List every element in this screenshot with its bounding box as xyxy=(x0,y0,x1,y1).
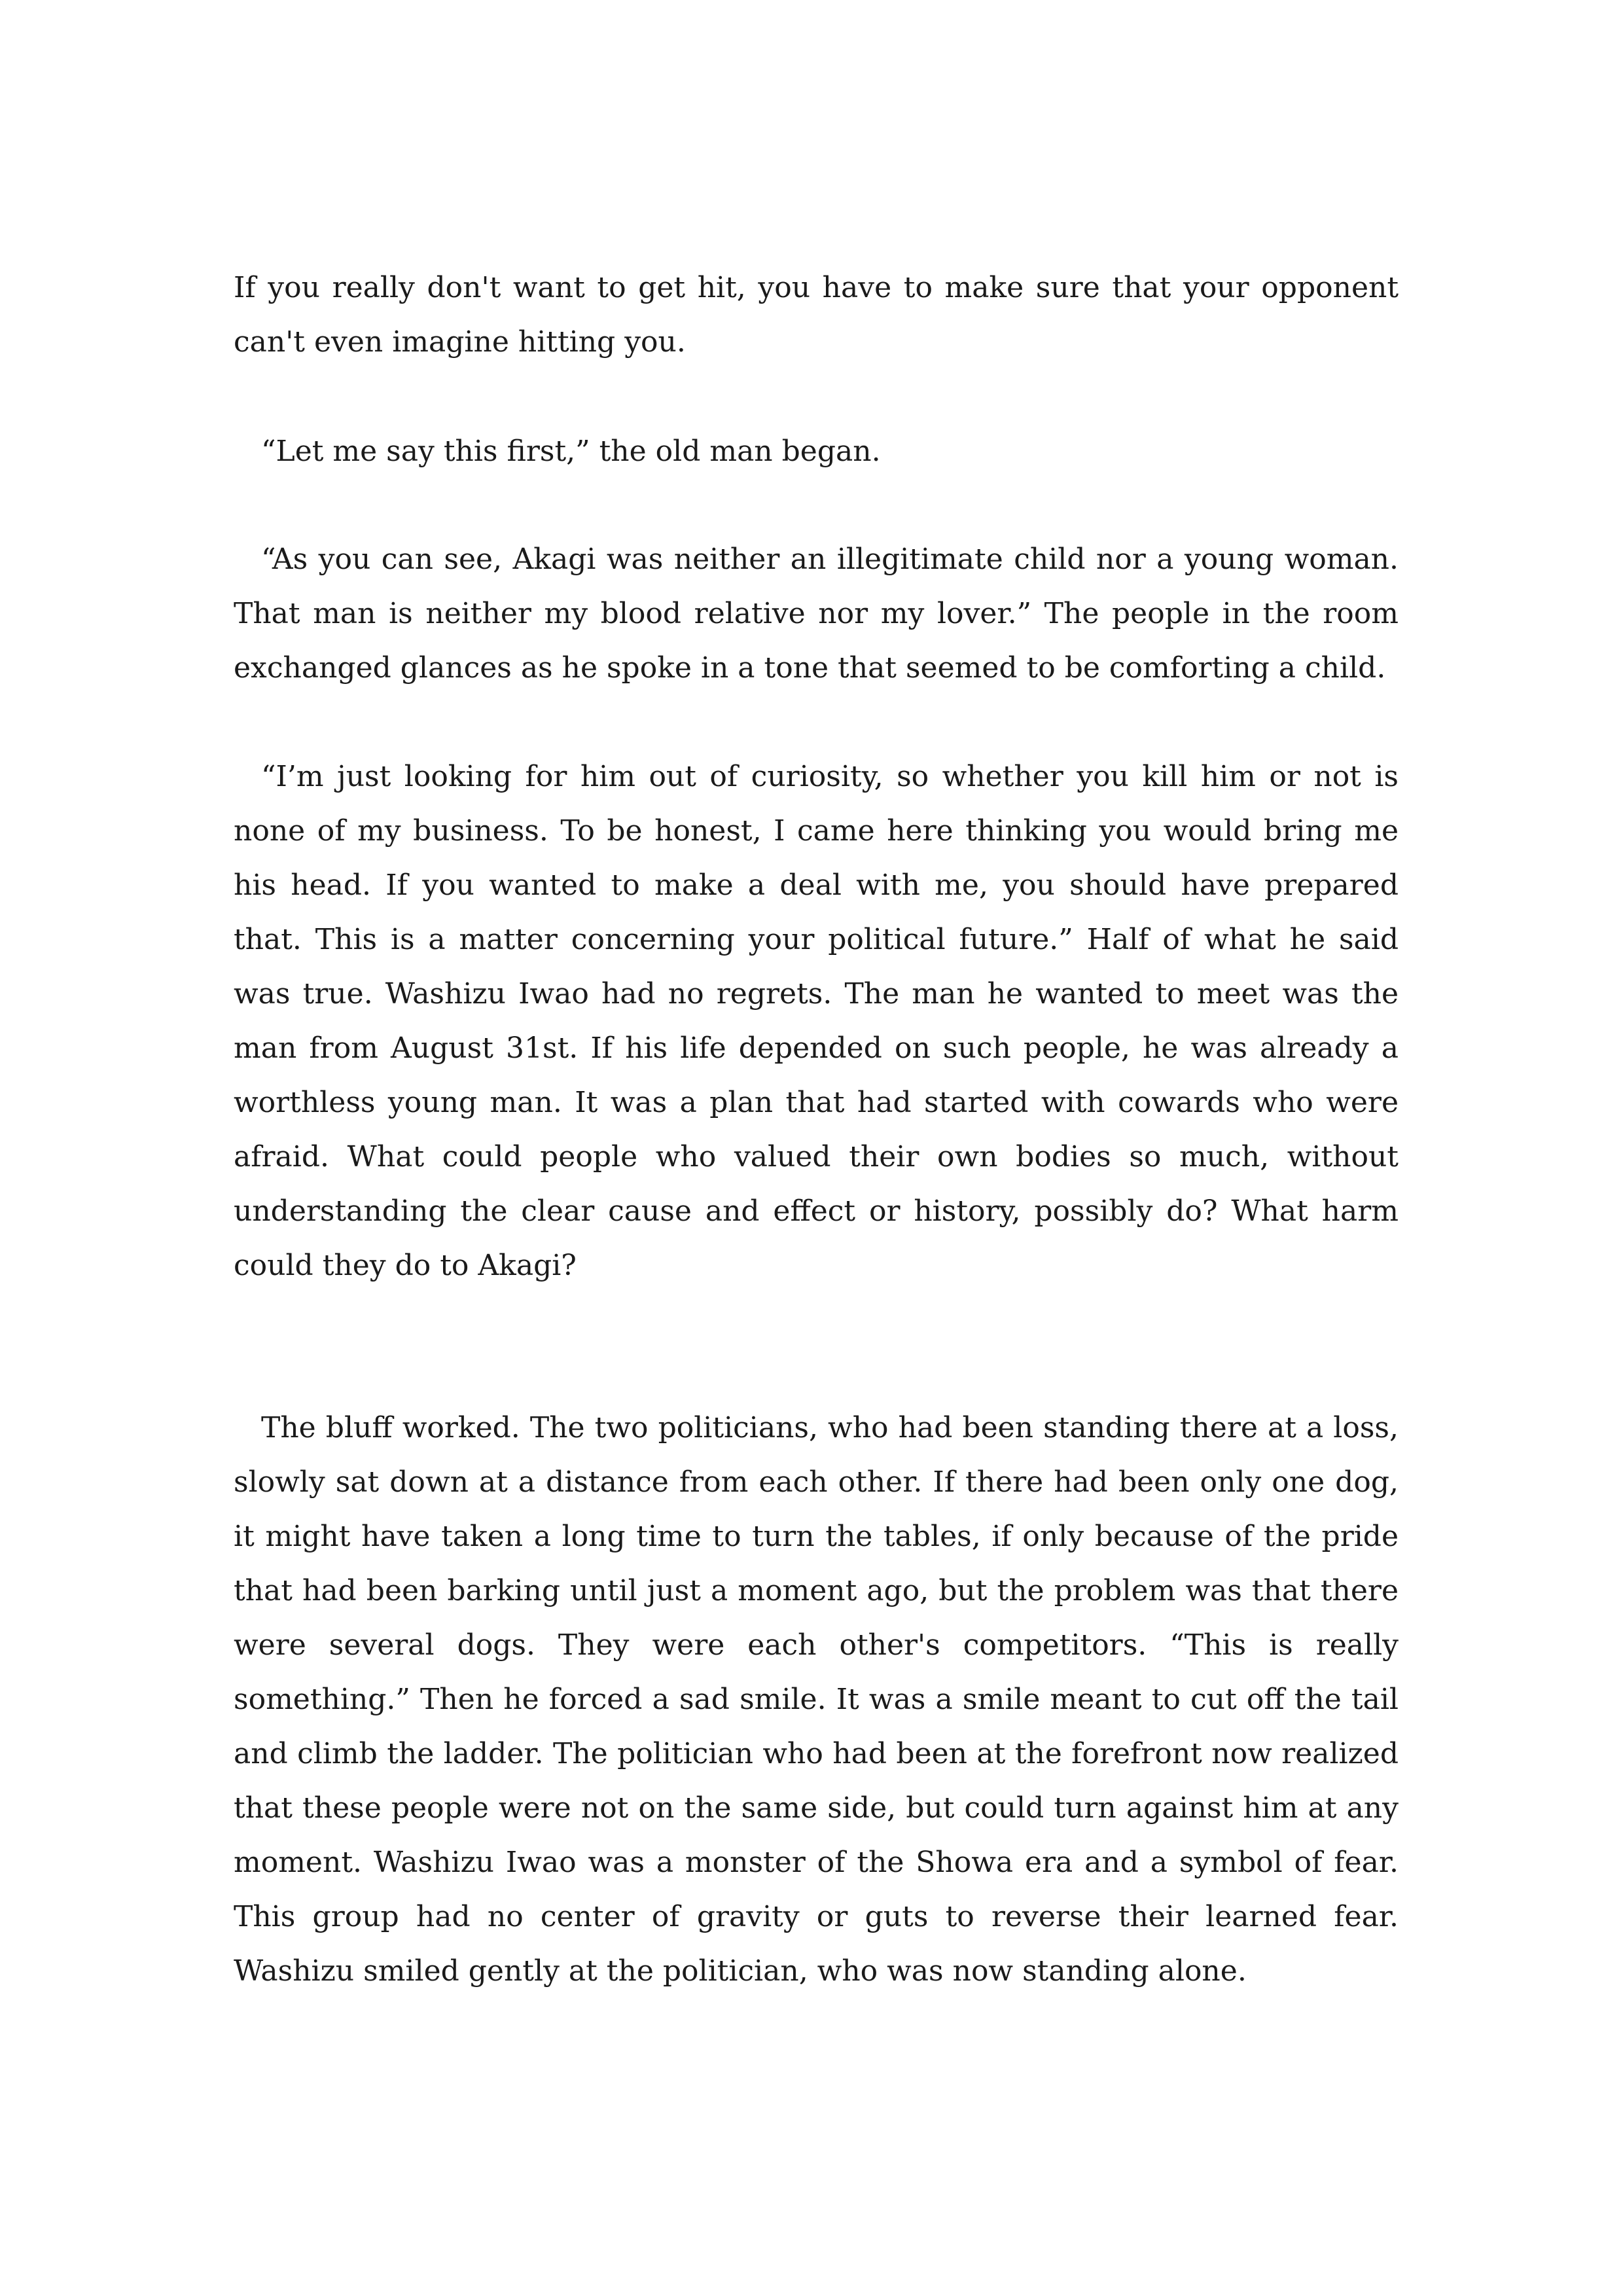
paragraph-dialogue-intro: “Let me say this first,” the old man began. xyxy=(261,435,881,468)
paragraph-bluff: The bluff worked. The two politicians, who had been standing there at a loss, slowly sat down at a distance from each other. If there had been only one dog, it might have taken a long time to turn the tables, if only because of the pride that had been barking until just a moment ago, but the problem was that there were several dogs. They were each other's competitors. “This is really something.” Then he forced a sad smile. It was a smile meant to cut off the tail and climb the ladder. The politician who had been at the forefront now realized that these people were not on the same side, but could turn against him at any moment. Washizu Iwao was a monster of the Showa era and a symbol of fear. This group had no center of gravity or guts to reverse their learned fear. Washizu smiled gently at the politician, who was now standing alone. xyxy=(234,1411,1399,1988)
paragraph-opening: If you really don't want to get hit, you have to make sure that your opponent can't even imagine hitting you. xyxy=(234,271,1399,359)
paragraph-curiosity: “I’m just looking for him out of curiosity, so whether you kill him or not is none of my business. To be honest, I came here thinking you would bring me his head. If you wanted to make a deal with me, you should have prepared that. This is a matter concerning your political future.” Half of what he said was true. Washizu Iwao had no regrets. The man he wanted to meet was the man from August 31st. If his life depended on such people, he was already a worthless young man. It was a plan that had started with cowards who were afraid. What could people who valued their own bodies so much, without understanding the clear cause and effect or history, possibly do? What harm could they do to Akagi? xyxy=(234,760,1399,1282)
paragraph-akagi-relation: “As you can see, Akagi was neither an illegitimate child nor a young woman. That man is neither my blood relative nor my lover.” The people in the room exchanged glances as he spoke in a tone that seemed to be comforting a child. xyxy=(234,543,1399,685)
